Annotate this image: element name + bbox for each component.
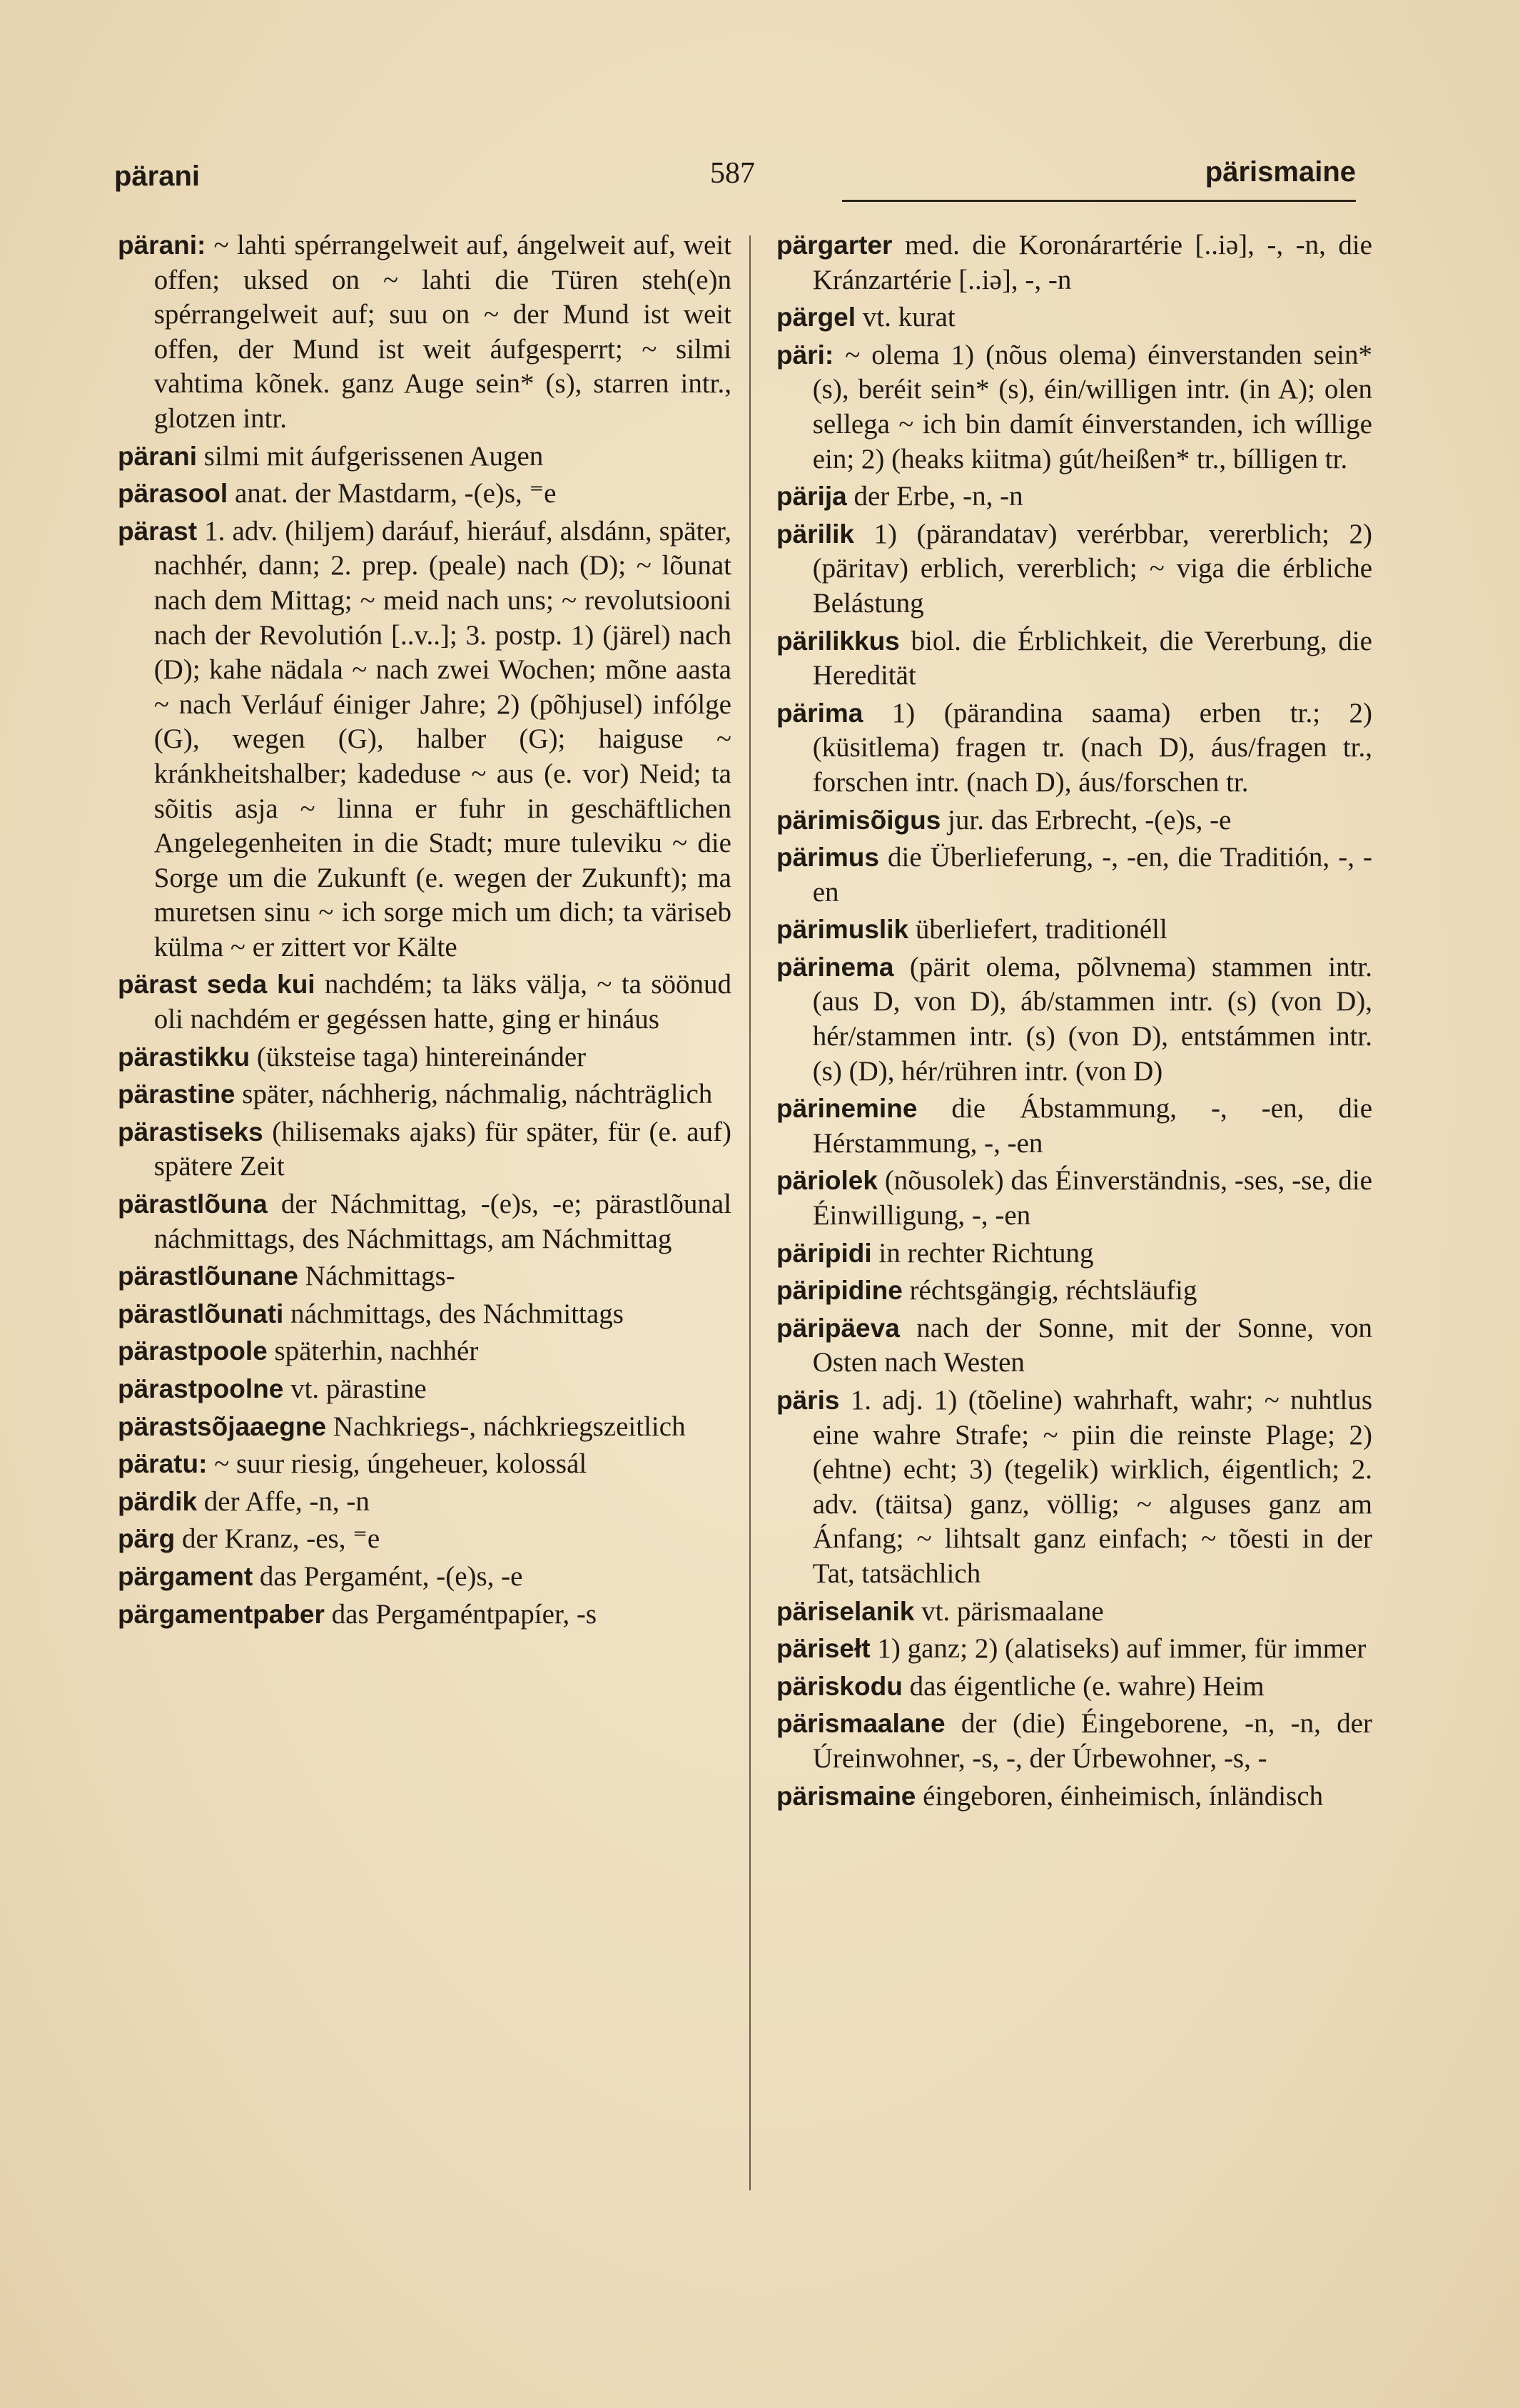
page-header xyxy=(114,153,1356,203)
entry-definition: überliefert, traditionéll xyxy=(908,914,1167,945)
entry-definition: jur. das Erbrecht, -(e)s, -e xyxy=(941,804,1232,835)
dictionary-entry xyxy=(776,913,1372,948)
dictionary-entry xyxy=(776,1311,1372,1381)
dictionary-entry xyxy=(118,1485,731,1520)
entry-headword: pärismaalane xyxy=(776,1709,946,1739)
entry-definition: ~ suur riesig, úngeheuer, kolossál xyxy=(207,1448,587,1480)
entry-headword: pärastlõunane xyxy=(118,1261,298,1291)
entry-definition: anat. der Mastdarm, -(e)s, ⁼e xyxy=(228,478,557,509)
entry-definition: silmi mit áufgerissenen Augen xyxy=(197,440,544,472)
dictionary-entry xyxy=(118,1297,731,1332)
entry-definition: nach der Sonne, mit der Sonne, von Osten nach Westen xyxy=(812,1312,1372,1378)
entry-headword: pärinema xyxy=(776,952,894,982)
dictionary-entry xyxy=(118,514,731,965)
entry-headword: pärastiseks xyxy=(118,1117,263,1147)
entry-headword: pärastpoole xyxy=(118,1336,268,1366)
dictionary-entry xyxy=(776,479,1372,514)
entry-definition: nachdém; ta läks välja, ~ ta söönud oli nachdém er gegéssen hatte, ging er hináus xyxy=(153,969,731,1035)
entry-headword: päriselanik xyxy=(776,1596,915,1626)
entry-definition: 1) ganz; 2) (alatiseks) auf immer, für immer xyxy=(870,1633,1367,1665)
entry-definition: réchtsgängig, réchtsläufig xyxy=(902,1275,1197,1306)
entry-headword: pärg xyxy=(118,1524,176,1554)
entry-headword: pärast seda kui xyxy=(118,970,315,1000)
page-number: 587 xyxy=(710,157,755,190)
entry-headword: päris xyxy=(776,1386,840,1415)
entry-definition: vt. kurat xyxy=(856,302,956,333)
entry-definition: das Pergamént, -(e)s, -e xyxy=(253,1560,523,1592)
entry-headword: pärgel xyxy=(776,303,856,332)
entry-definition: (nõusolek) das Éinverständnis, -ses, -se, die Éinwilligung, -, -en xyxy=(812,1165,1372,1231)
entry-definition: (hilisemaks ajaks) für später, für (e. auf) spätere Zeit xyxy=(153,1116,731,1182)
dictionary-entry xyxy=(118,967,731,1037)
entry-definition: der Náchmittag, -(e)s, -e; pärastlõunal náchmittags, des Náchmittags, am Náchmittag xyxy=(153,1189,731,1254)
dictionary-entry xyxy=(118,1334,731,1369)
entry-definition: die Ábstammung, -, -en, die Hérstammung, -, -en xyxy=(812,1093,1372,1159)
entry-headword: pärgamentpaber xyxy=(118,1599,325,1629)
entry-headword: pärinemine xyxy=(776,1094,918,1124)
entry-definition: 1) (pärandatav) verérbbar, vererblich; 2) (päritav) erblich, vererblich; ~ viga die érbliche Belástung xyxy=(812,518,1372,619)
entry-definition: vt. pärismaalane xyxy=(914,1595,1104,1627)
dictionary-entry xyxy=(776,803,1372,838)
header-right-guide-word: pärismaine xyxy=(1205,156,1356,188)
entry-definition: 1) (pärandina saama) erben tr.; 2) (küsitlema) fragen tr. (nach D), áus/fragen tr., forschen intr. (nach D), áus/forschen tr. xyxy=(812,697,1372,798)
dictionary-entry xyxy=(776,517,1372,621)
entry-definition: der (die) Éingeborene, -n, -n, der Úreinwohner, -s, -, der Úrbewohner, -s, - xyxy=(812,1708,1372,1774)
dictionary-entry xyxy=(776,696,1372,801)
entry-headword: pärilik xyxy=(776,519,854,549)
entry-headword: pärdik xyxy=(118,1486,198,1516)
dictionary-entry xyxy=(118,477,731,512)
entry-definition: med. die Koronárartérie [..iə], -, -n, die Kránzartérie [..iə], -, -n xyxy=(812,230,1372,295)
entry-headword: pärgarter xyxy=(776,230,893,260)
left-column xyxy=(118,228,731,1635)
dictionary-entry xyxy=(776,228,1372,298)
entry-headword: pärastikku xyxy=(118,1042,250,1072)
dictionary-entry xyxy=(118,1259,731,1294)
entry-headword: päratu: xyxy=(118,1449,208,1479)
entry-headword: päripidi xyxy=(776,1238,872,1268)
entry-headword: päriskodu xyxy=(776,1671,903,1701)
entry-headword: päriolek xyxy=(776,1166,878,1196)
entry-definition: das éigentliche (e. wahre) Heim xyxy=(902,1670,1265,1702)
entry-headword: päripidine xyxy=(776,1276,903,1306)
entry-headword: päri: xyxy=(776,340,834,370)
dictionary-entry xyxy=(776,840,1372,910)
entry-definition: 1. adj. 1) (tõeline) wahrhaft, wahr; ~ nuhtlus eine wahre Strafe; ~ piin die reinste Plage; 2) (ehtne) echt; 3) (tegelik) wirklich, éigentlich; 2. adv. (täitsa) ganz, völlig; ~ alguses ganz am Ánfang; ~ lihtsalt ganz einfach; ~ tõesti in der Tat, tatsächlich xyxy=(812,1385,1372,1589)
dictionary-entry xyxy=(118,1115,731,1184)
entry-definition: der Erbe, -n, -n xyxy=(846,481,1023,512)
entry-headword: pärastsõjaaegne xyxy=(118,1411,327,1441)
dictionary-entry xyxy=(118,1522,731,1557)
entry-definition: die Überlieferung, -, -en, die Traditión, -, -en xyxy=(812,842,1372,908)
entry-headword: pärastlõuna xyxy=(118,1189,268,1219)
entry-headword: pärima xyxy=(776,698,863,728)
dictionary-entry xyxy=(118,440,731,474)
dictionary-entry xyxy=(118,1077,731,1112)
entry-definition: 1. adv. (hiljem) daráuf, hieráuf, alsdánn, später, nachhér, dann; 2. prep. (peale) nach (D); ~ lõunat nach dem Mittag; ~ meid nach uns; ~ revolutsiooni nach der Revolutión [..v..]; 3. postp. 1) (järel) nach (D); kahe nädala ~ nach zwei Wochen; mõne aasta ~ nach Verláuf éiniger Jahre; 2) (põhjusel) infólge (G), wegen (G), halber (G); haiguse ~ kránkheitshalber; kadeduse ~ aus (e. vor) Neid; ta sõitis asja ~ linna er fuhr in geschäftlichen Angelegenheiten in die Stadt; mure tuleviku ~ die Sorge um die Zukunft (e. wegen der Zukunft); ma muretsen sinu ~ ich sorge mich um dich; ta väriseb külma ~ er zittert vor Kälte xyxy=(153,515,731,962)
dictionary-entry xyxy=(776,1707,1372,1776)
entry-headword: pärimisõigus xyxy=(776,805,941,835)
entry-definition: das Pergaméntpapíer, -s xyxy=(324,1598,597,1630)
entry-headword: pärija xyxy=(776,482,847,512)
dictionary-entry xyxy=(118,1040,731,1075)
dictionary-entry xyxy=(776,1164,1372,1233)
dictionary-entry xyxy=(118,1597,731,1632)
entry-definition: späterhin, nachhér xyxy=(267,1336,479,1367)
dictionary-entry xyxy=(118,1447,731,1482)
entry-definition: der Kranz, -es, ⁼e xyxy=(175,1523,380,1555)
dictionary-entry xyxy=(776,300,1372,335)
dictionary-entry xyxy=(776,1632,1372,1667)
entry-headword: pärastine xyxy=(118,1079,235,1109)
entry-headword: päripäeva xyxy=(776,1313,900,1343)
entry-headword: pärilikkus xyxy=(776,626,900,656)
entry-headword: pärimus xyxy=(776,843,879,873)
entry-headword: pärgament xyxy=(118,1561,253,1591)
entry-definition: Náchmittags- xyxy=(298,1261,455,1292)
entry-headword: pärismaine xyxy=(776,1781,916,1811)
entry-headword: pärani xyxy=(118,441,198,471)
entry-definition: (pärit olema, põlvnema) stammen intr. (aus D, von D), áb/stammen intr. (s) (von D), hér/stammen intr. (s) (von D), entstámmen intr. (s) (D), hér/rühren intr. (von D) xyxy=(812,951,1372,1087)
entry-definition: éingeboren, éinheimisch, ínländisch xyxy=(916,1780,1324,1812)
entry-headword: pärasool xyxy=(118,479,228,509)
dictionary-entry xyxy=(776,1595,1372,1630)
entry-definition: Nachkriegs-, náchkriegszeitlich xyxy=(326,1411,686,1442)
entry-definition: náchmittags, des Náchmittags xyxy=(283,1298,624,1329)
entry-definition: vt. pärastine xyxy=(283,1373,427,1404)
column-divider xyxy=(749,235,751,2190)
header-rule xyxy=(842,200,1356,202)
dictionary-entry xyxy=(118,1560,731,1595)
dictionary-entry xyxy=(776,1092,1372,1161)
entry-definition: ~ lahti spérrangelweit auf, ángelweit auf, weit offen; uksed on ~ lahti die Türen steh(e)n spérrangelweit auf; suu on ~ der Mund ist weit offen, der Mund ist weit áufgesperrt; ~ silmi vahtima kõnek. ganz Auge sein* (s), starren intr., glotzen intr. xyxy=(153,230,731,434)
entry-headword: pärisełt xyxy=(776,1634,871,1664)
dictionary-entry xyxy=(776,1383,1372,1592)
dictionary-entry xyxy=(776,1236,1372,1271)
entry-headword: pärimuslik xyxy=(776,915,909,945)
entry-headword: pärastlõunati xyxy=(118,1299,284,1329)
dictionary-entry xyxy=(118,1372,731,1407)
entry-definition: biol. die Érblichkeit, die Vererbung, die Heredität xyxy=(812,625,1372,691)
entry-definition: (üksteise taga) hintereinánder xyxy=(250,1041,587,1072)
entry-headword: pärast xyxy=(118,516,198,546)
header-left-guide-word: pärani xyxy=(114,161,201,192)
dictionary-entry xyxy=(118,1187,731,1256)
dictionary-entry xyxy=(776,1274,1372,1309)
right-column xyxy=(776,228,1372,1817)
dictionary-entry xyxy=(776,1670,1372,1705)
dictionary-entry xyxy=(118,228,731,437)
dictionary-entry xyxy=(776,950,1372,1089)
entry-definition: in rechter Richtung xyxy=(871,1237,1094,1269)
dictionary-entry xyxy=(776,1779,1372,1814)
entry-definition: der Affe, -n, -n xyxy=(197,1485,370,1517)
dictionary-entry xyxy=(118,1410,731,1445)
entry-headword: pärani: xyxy=(118,230,206,260)
dictionary-entry xyxy=(776,338,1372,477)
entry-definition: ~ olema 1) (nõus olema) éinverstanden sein* (s), beréit sein* (s), éin/willigen intr. (in A); olen sellega ~ ich bin damít éinverstanden, ich wíllige ein; 2) (heaks kiitma) gút/heißen* tr., bílligen tr. xyxy=(812,339,1372,474)
entry-definition: später, náchherig, náchmalig, náchträglich xyxy=(235,1079,713,1110)
dictionary-entry xyxy=(776,624,1372,694)
entry-headword: pärastpoolne xyxy=(118,1374,284,1403)
